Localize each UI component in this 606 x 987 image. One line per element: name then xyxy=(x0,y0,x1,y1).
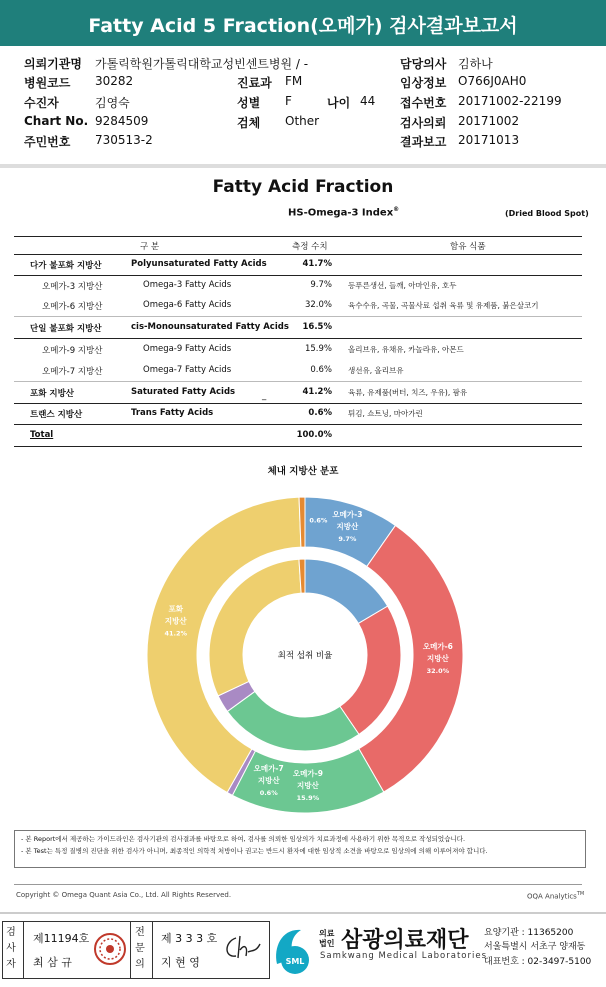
examiner-vertical-label: 검사자 xyxy=(6,927,16,970)
rrn-label: 주민번호 xyxy=(24,135,71,149)
row-food: 육류, 유제품(버터, 치즈, 우유), 팜유 xyxy=(348,388,468,397)
sig-divider xyxy=(23,921,24,978)
row-category-ko: 트랜스 지방산 xyxy=(30,410,83,420)
hospital-code-label: 병원코드 xyxy=(24,76,71,90)
slice-label-2: 오메가-9 xyxy=(292,768,323,778)
row-category-en: Omega-9 Fatty Acids xyxy=(143,344,232,354)
svg-text:SML: SML xyxy=(285,957,305,966)
row-value: 16.5% xyxy=(302,322,332,332)
clinical-label: 임상정보 xyxy=(400,76,447,90)
row-category-ko: 단일 불포화 지방산 xyxy=(30,324,102,334)
report-label: 결과보고 xyxy=(400,135,447,149)
row-value: 41.2% xyxy=(302,387,332,397)
copyright-text: Copyright © Omega Quant Asia Co., Ltd. All Rights Reserved. xyxy=(16,891,232,899)
slice-label-4: 지방산 xyxy=(164,616,187,626)
row-value: 15.9% xyxy=(304,344,332,354)
row-category-ko: 오메가-9 지방산 xyxy=(42,346,103,356)
row-category-en: cis-Monounsaturated Fatty Acids xyxy=(131,322,289,332)
table-row-rule xyxy=(14,424,582,425)
table-header-rule xyxy=(14,254,582,255)
rrn-value: 730513-2 xyxy=(95,133,153,147)
row-value: 32.0% xyxy=(304,300,332,310)
examiner-name: 최 삼 규 xyxy=(33,956,72,969)
age-value: 44 xyxy=(360,94,376,108)
table-row-rule xyxy=(14,381,582,382)
fatty-acid-donut-chart xyxy=(140,490,470,820)
pathologist-name: 지 현 영 xyxy=(161,956,200,969)
row-value: 41.7% xyxy=(302,259,332,269)
sex-value: F xyxy=(285,94,292,108)
slice-label-2: 지방산 xyxy=(297,780,319,790)
row-food: 등푸른생선, 들깨, 아마인유, 호두 xyxy=(348,281,457,290)
doctor-label: 담당의사 xyxy=(400,57,447,71)
pathologist-vertical-label: 전문의 xyxy=(135,927,145,970)
brand-text: OQA Analytics™ xyxy=(527,891,585,901)
seal-stamp-icon xyxy=(93,932,127,966)
row-category-en: Saturated Fatty Acids xyxy=(131,387,236,397)
slice-label-3: 0.6% xyxy=(259,788,278,797)
table-top-rule xyxy=(14,236,582,237)
lab-phone: 대표번호 : 02-3497-5100 xyxy=(484,957,592,967)
row-value: 0.6% xyxy=(310,365,332,375)
handwritten-signature xyxy=(222,932,262,964)
hospital-code-value: 30282 xyxy=(95,74,134,88)
row-value: 0.6% xyxy=(308,408,332,418)
slice-label-0: 지방산 xyxy=(336,521,359,531)
slice-label-5: 0.6% xyxy=(309,516,328,525)
institution-label: 의뢰기관명 xyxy=(24,57,82,71)
institution-value: 가톨릭학원가톨릭대학교성빈센트병원 / - xyxy=(95,57,309,71)
row-category-en: Trans Fatty Acids xyxy=(131,408,214,418)
col-header-food: 함유 식품 xyxy=(450,242,486,252)
row-category-en: Polyunsaturated Fatty Acids xyxy=(131,259,267,269)
row-category-en: Omega-7 Fatty Acids xyxy=(143,365,232,375)
lab-code: 요양기관 : 11365200 xyxy=(484,928,574,938)
doctor-value: 김하나 xyxy=(458,57,493,71)
slice-label-1: 지방산 xyxy=(426,653,449,663)
row-value: 9.7% xyxy=(310,280,332,290)
sig-divider xyxy=(152,921,153,978)
slice-label-1: 오메가-6 xyxy=(422,641,453,651)
row-category-ko: 오메가-3 지방산 xyxy=(42,282,103,292)
pathologist-license: 제 3 3 3 호 xyxy=(161,932,218,945)
row-category-en: Omega-3 Fatty Acids xyxy=(143,280,232,290)
slice-label-4: 41.2% xyxy=(164,629,188,638)
slice-label-0: 9.7% xyxy=(338,534,357,543)
slice-label-0: 오메가-3 xyxy=(332,509,363,519)
table-row-rule xyxy=(14,338,582,339)
slice-label-2: 15.9% xyxy=(296,793,320,802)
dept-label: 진료과 xyxy=(237,76,272,90)
lab-address: 서울특별시 서초구 양재동 xyxy=(484,942,586,952)
lab-name: 삼광의료재단 xyxy=(341,928,469,953)
row-category-en: Omega-6 Fatty Acids xyxy=(143,300,232,310)
disclaimer-notes xyxy=(14,830,586,868)
chart-no-label: Chart No. xyxy=(24,114,89,128)
row-food: 올리브유, 유채유, 카놀라유, 아몬드 xyxy=(348,345,464,354)
sex-label: 성별 xyxy=(237,96,261,110)
chart-title: 체내 지방산 분포 xyxy=(267,466,339,477)
report-title-bar xyxy=(0,0,606,46)
clinical-value: O766J0AH0 xyxy=(458,74,527,88)
examiner-license: 제11194호 xyxy=(33,932,90,945)
age-label: 나이 xyxy=(327,96,351,110)
footer-divider xyxy=(0,912,606,914)
footer-rule xyxy=(14,884,582,885)
slice-label-4: 포화 xyxy=(168,604,184,614)
request-label: 검사의뢰 xyxy=(400,116,447,130)
row-value: 100.0% xyxy=(296,430,332,440)
table-row-rule xyxy=(14,275,582,276)
section-title: Fatty Acid Fraction xyxy=(212,177,394,197)
specimen-value: Other xyxy=(285,114,320,128)
table-row-rule xyxy=(14,403,582,404)
dried-blood-spot-note: (Dried Blood Spot) xyxy=(505,209,589,218)
slice-label-3: 지방산 xyxy=(257,775,280,785)
row-food: 생선유, 올리브유 xyxy=(348,366,404,375)
row-category-ko: 오메가-6 지방산 xyxy=(42,302,103,312)
corp-label: 의료 법인 xyxy=(319,929,335,948)
row-category-ko: 오메가-7 지방산 xyxy=(42,367,103,377)
center-label: 최적 섭취 비율 xyxy=(277,651,333,661)
report-value: 20171013 xyxy=(458,133,520,147)
omega3-index-label: HS-Omega-3 Index® xyxy=(288,206,400,219)
note-line: - 본 Report에서 제공하는 가이드라인은 검사기관의 검사결과를 바탕으로 하여, 검사를 의뢰한 임상의가 치료과정에 사용하기 위한 목적으로 작성되었습니다. xyxy=(21,835,466,843)
receipt-label: 접수번호 xyxy=(400,96,447,110)
collector-value: 김영숙 xyxy=(95,96,130,110)
col-header-category: 구 분 xyxy=(140,242,160,252)
request-value: 20171002 xyxy=(458,114,520,128)
col-header-value: 측정 수치 xyxy=(292,242,328,252)
slice-label-1: 32.0% xyxy=(426,666,450,675)
slice-label-3: 오메가-7 xyxy=(253,763,284,773)
table-row-rule xyxy=(14,446,582,447)
divider xyxy=(0,164,606,168)
collector-label: 수진자 xyxy=(24,96,59,110)
lab-name-en: Samkwang Medical Laboratories xyxy=(320,951,488,961)
note-line: - 본 Test는 특정 질병의 진단을 위한 검사가 아니며, 최종적인 의학적 처방이나 권고는 반드시 환자에 대한 임상적 소견을 바탕으로 임상의에 의해 이루어져야 합니다. xyxy=(21,847,488,855)
report-title: Fatty Acid 5 Fraction(오메가) 검사결과보고서 xyxy=(88,15,518,37)
row-food: 육수수유, 곡물, 곡물사료 섭취 육류 및 유제품, 붉은살코기 xyxy=(348,301,539,310)
receipt-value: 20171002-22199 xyxy=(458,94,562,108)
chart-no-value: 9284509 xyxy=(95,114,149,128)
row-category-ko: Total xyxy=(30,430,54,440)
sml-logo-icon xyxy=(271,924,315,974)
table-row-rule xyxy=(14,316,582,317)
dash-mark: _ xyxy=(262,391,267,401)
row-category-ko: 다가 불포화 지방산 xyxy=(30,261,102,271)
specimen-label: 검체 xyxy=(237,116,261,130)
row-category-ko: 포화 지방산 xyxy=(30,389,75,399)
dept-value: FM xyxy=(285,74,303,88)
row-food: 튀김, 쇼트닝, 마아가린 xyxy=(348,409,423,418)
sig-divider xyxy=(130,921,131,978)
